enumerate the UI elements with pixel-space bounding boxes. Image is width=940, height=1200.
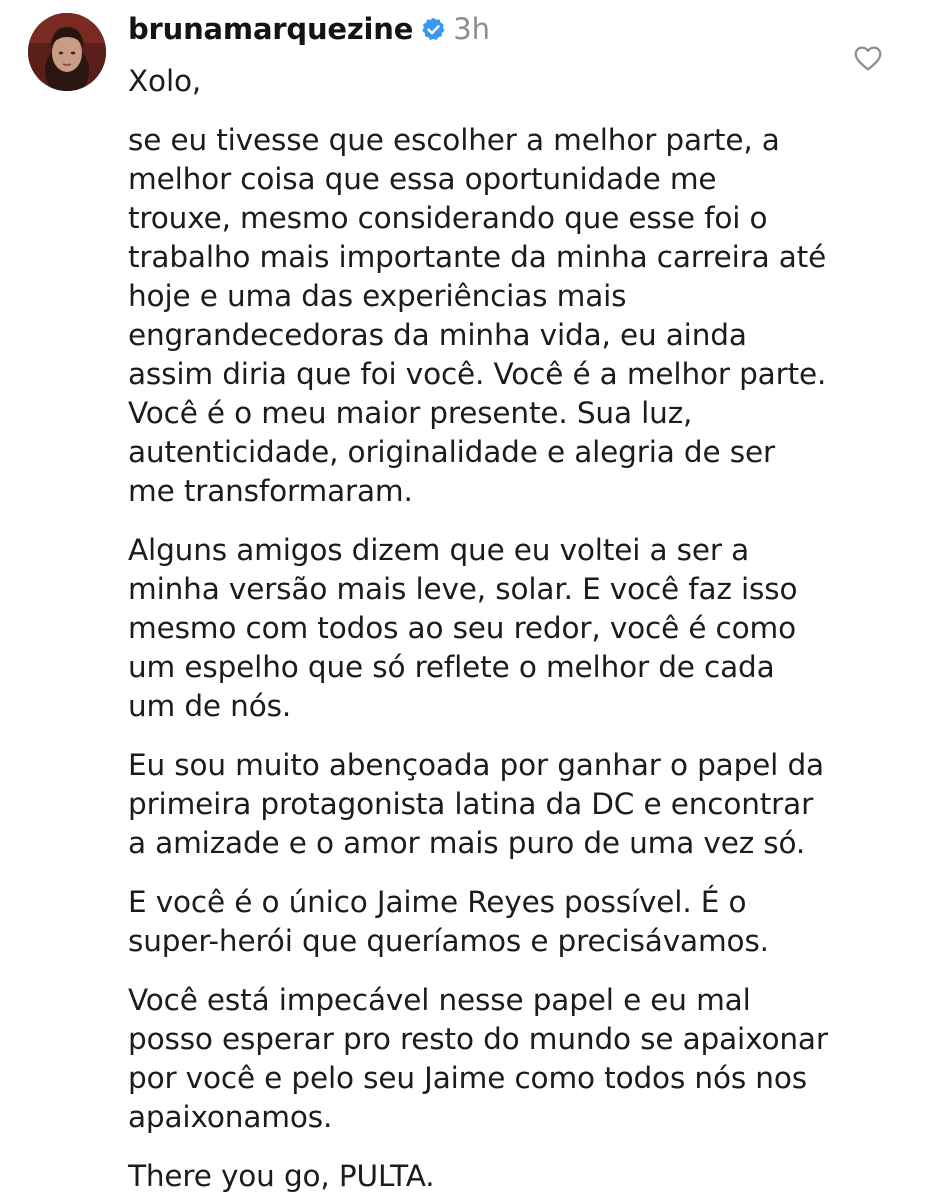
comment-paragraph: Alguns amigos dizem que eu voltei a ser a minha versão mais leve, solar. E você faz isso mesmo com todos ao seu redor, você é como um espelho que só reflete o melhor de cada um de nós.: [128, 533, 798, 723]
avatar[interactable]: [28, 13, 106, 91]
comment-paragraph: Eu sou muito abençoada por ganhar o papel da primeira protagonista latina da DC e encontrar a amizade e o amor mais puro de uma vez só.: [128, 748, 824, 860]
timestamp: 3h: [453, 12, 491, 46]
heart-outline-icon[interactable]: [852, 42, 884, 74]
comment-paragraph: E você é o único Jaime Reyes possível. É o super-herói que queríamos e precisávamos.: [128, 885, 769, 958]
comment-header: [128, 8, 490, 50]
comment-paragraph: se eu tivesse que escolher a melhor parte, a melhor coisa que essa oportunidade me trouxe, mesmo considerando que esse foi o trabalho mais importante da minha carreira até hoje e uma das experiências mais engrandecedoras da minha vida, eu ainda assim diria que foi você. Você é a melhor parte. Você é o meu maior presente. Sua luz, autenticidade, originalidade e alegria de ser me transformaram.: [128, 123, 827, 508]
verified-badge-icon: [420, 16, 447, 43]
username[interactable]: brunamarquezine: [128, 12, 414, 46]
comment-paragraph: Você está impecável nesse papel e eu mal posso esperar pro resto do mundo se apaixonar por você e pelo seu Jaime como todos nós nos apaixonamos.: [128, 983, 828, 1134]
avatar-photo-icon: [28, 13, 106, 91]
comment-paragraph: Xolo,: [128, 64, 202, 98]
comment-text: [128, 62, 828, 1196]
comment-paragraph: There you go, PULTA.: [128, 1159, 435, 1193]
